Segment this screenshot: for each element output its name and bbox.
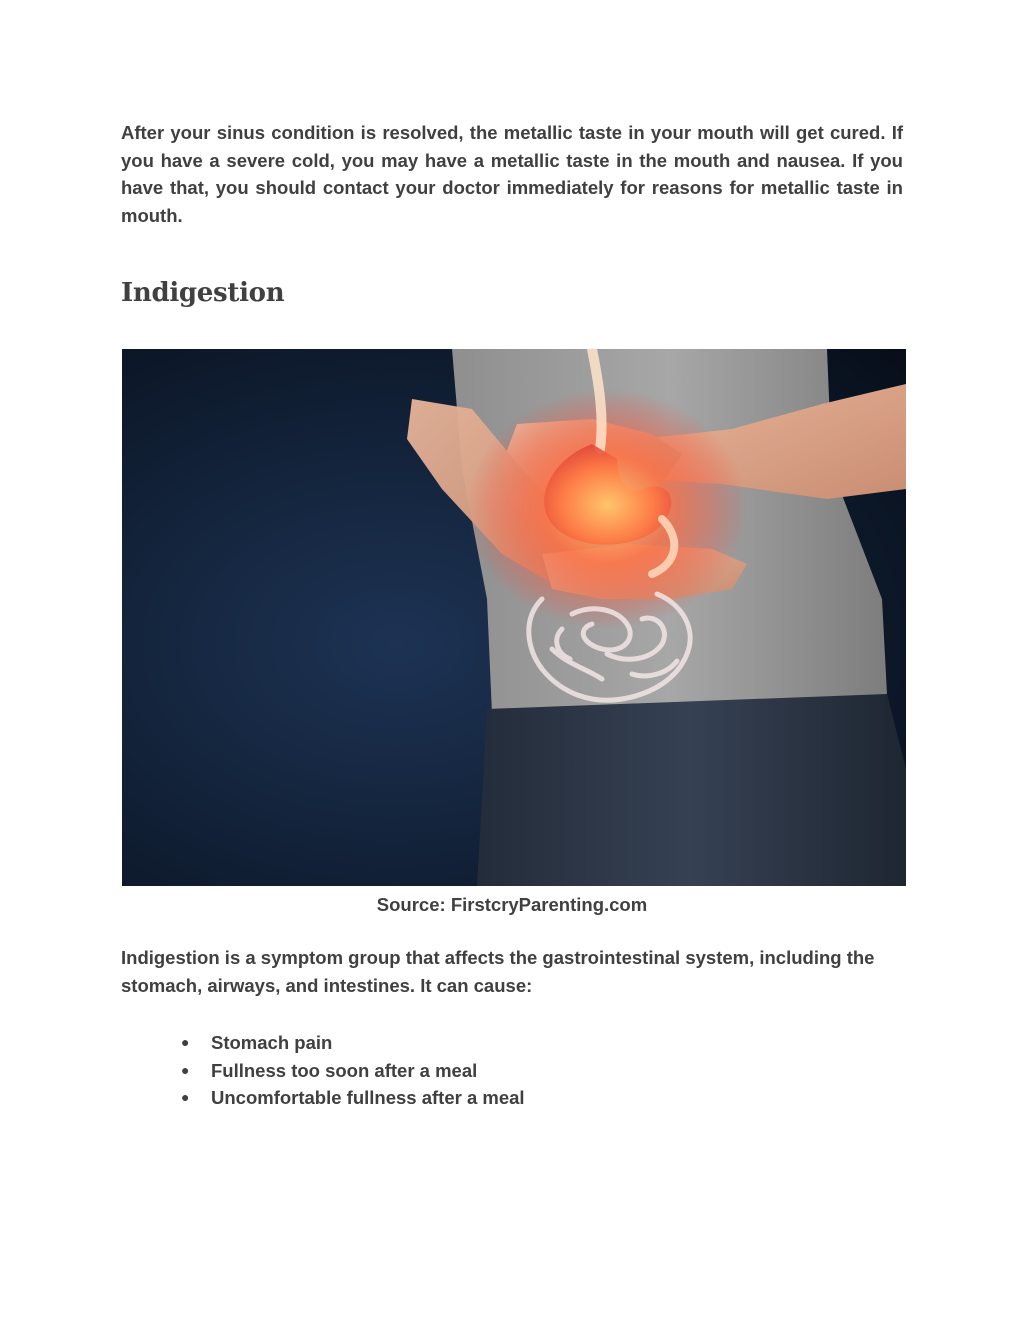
- body-paragraph: Indigestion is a symptom group that affects the gastrointestinal system, including the stomach, airways, and intestines. It can cause:: [121, 947, 875, 996]
- section-heading: Indigestion: [121, 278, 285, 308]
- symptom-list: [181, 1029, 525, 1112]
- bullet-icon: ●: [181, 1034, 190, 1050]
- list-item-text: Uncomfortable fullness after a meal: [211, 1087, 525, 1109]
- bullet-icon: ●: [181, 1089, 190, 1106]
- list-item-text: Fullness too soon after a meal: [211, 1059, 478, 1081]
- list-item: [181, 1057, 525, 1085]
- bullet-icon: ●: [181, 1061, 190, 1078]
- list-item-text: Stomach pain: [211, 1032, 333, 1053]
- intro-paragraph: After your sinus condition is resolved, the metallic taste in your mouth will get cured. If you have a severe cold, you may have a metallic taste in the mouth and nausea. If you have that, you should contact your doctor immediately for reasons for metallic taste in mouth.: [121, 122, 903, 227]
- list-item: [181, 1029, 525, 1057]
- list-item: [181, 1084, 525, 1112]
- figure-caption: Source: FirstcryParenting.com: [376, 894, 648, 915]
- indigestion-photo: [122, 349, 906, 886]
